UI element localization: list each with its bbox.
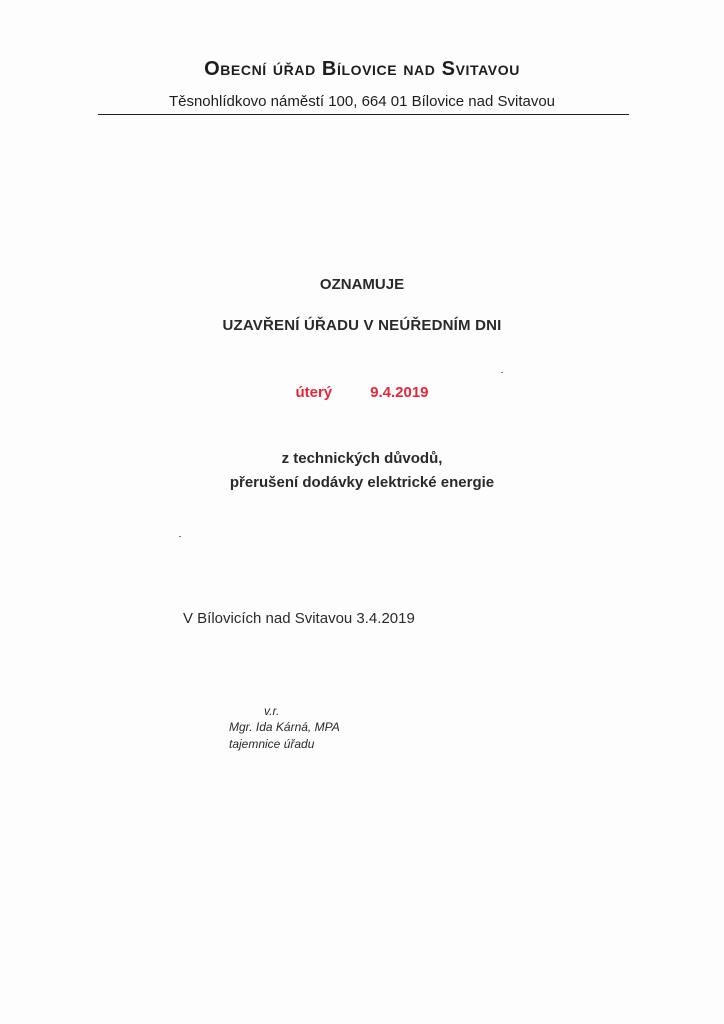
office-address: Těsnohlídkovo náměstí 100, 664 01 Bílovice nad Svitavou xyxy=(168,93,556,110)
closure-date: 9.4.2019 xyxy=(370,384,429,401)
closure-date-line xyxy=(0,384,724,401)
reason-line-2: přerušení dodávky elektrické energie xyxy=(229,474,495,491)
scan-speck xyxy=(179,536,181,537)
place-and-date: V Bílovicích nad Svitavou 3.4.2019 xyxy=(183,610,415,627)
signatory-role: tajemnice úřadu xyxy=(229,737,315,751)
announcement-subject: UZAVŘENÍ ÚŘADU V NEÚŘEDNÍM DNI xyxy=(222,317,502,334)
scan-speck xyxy=(501,372,503,373)
header-divider xyxy=(98,114,629,115)
announcement-verb: OZNAMUJE xyxy=(319,276,405,293)
office-name-heading: Obecní úřad Bílovice nad Svitavou xyxy=(204,58,520,80)
closure-day: úterý xyxy=(295,384,333,401)
signature-mark: v.r. xyxy=(264,704,280,718)
reason-line-1: z technických důvodů, xyxy=(281,450,443,467)
signatory-name: Mgr. Ida Kárná, MPA xyxy=(229,720,340,734)
